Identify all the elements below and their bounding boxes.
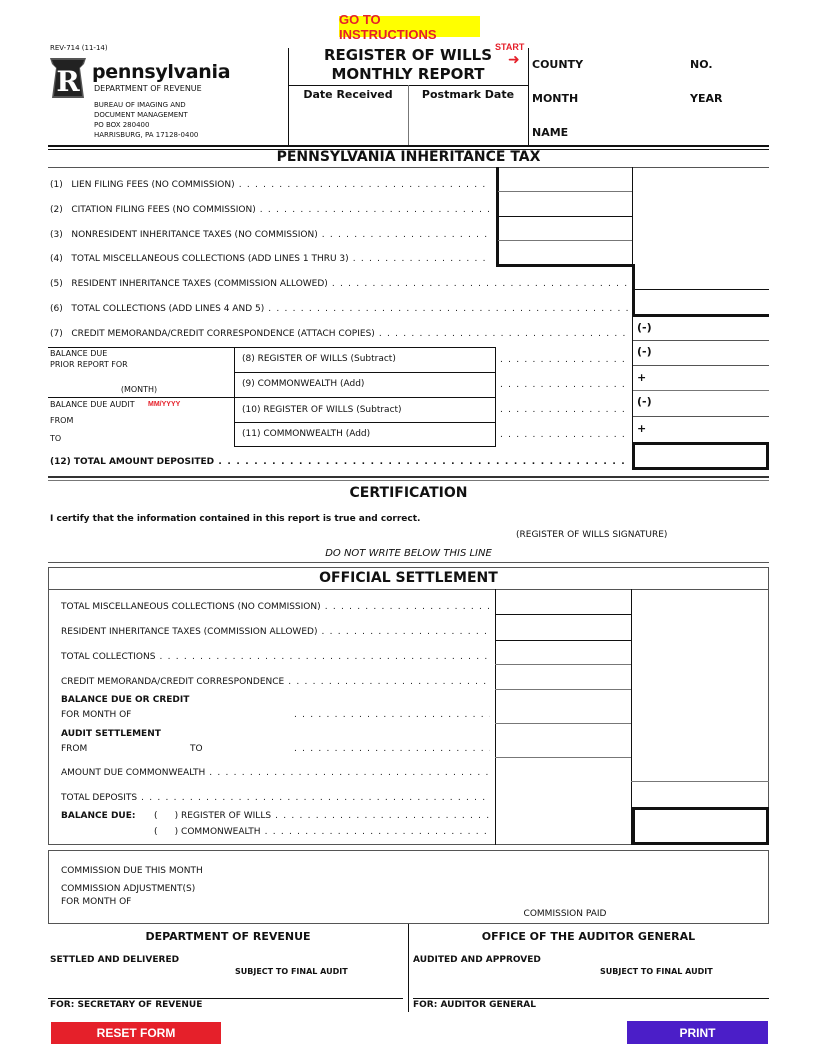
divider [631,781,769,782]
audit-settlement-leader [294,744,490,754]
year-label: YEAR [690,92,723,105]
county-input[interactable] [583,56,686,70]
divider [633,365,769,366]
divider [498,191,632,192]
mm-yyyy-hint: MM/YYYY [148,401,181,408]
month-input[interactable] [578,90,686,104]
settlement-resident-input[interactable] [499,618,627,637]
postmark-date-label: Postmark Date [421,88,515,101]
line-9-leader [500,380,630,390]
date-received-input[interactable] [292,108,404,138]
balance-due-commonwealth: ( ) COMMONWEALTH . . . [154,827,490,837]
month-label: MONTH [532,92,579,105]
line-12-amount-input[interactable] [638,446,764,466]
line-11-amount-input[interactable] [660,420,768,438]
line-11-sign: + [637,422,647,435]
svg-text:R: R [56,65,80,98]
address-line: DOCUMENT MANAGEMENT [94,111,188,119]
divider [48,998,403,999]
line-10-label: (10) REGISTER OF WILLS (Subtract) [242,405,402,415]
audited-approved-label: AUDITED AND APPROVED [413,955,541,965]
line-9-sign: + [637,371,647,384]
settlement-title: OFFICIAL SETTLEMENT [319,570,498,586]
settlement-line-total: TOTAL COLLECTIONS . . . [61,652,490,662]
divider [413,998,769,999]
county-no-input[interactable] [713,56,769,70]
settlement-line-resident: RESIDENT INHERITANCE TAXES (COMMISSION ALLOWED) . . . [61,627,490,637]
commission-paid-input[interactable] [498,892,632,907]
print-button[interactable]: PRINT [627,1021,768,1044]
divider [495,614,631,615]
for-month-of-label: FOR MONTH OF [61,710,132,720]
divider [495,757,631,758]
divider [498,216,632,217]
start-label: START [495,42,525,52]
line-5: (5) RESIDENT INHERITANCE TAXES (COMMISSION ALLOWED) . . . [50,279,630,289]
divider [48,397,234,398]
go-to-instructions-button[interactable]: GO TO INSTRUCTIONS [339,16,480,37]
divider [234,397,496,398]
line-7-sign: (-) [637,321,652,334]
keystone-logo-icon [50,58,86,98]
line-12: (12) TOTAL AMOUNT DEPOSITED . . . [50,457,630,467]
divider [528,48,529,145]
divider [495,664,631,665]
balance-due-or-credit-label: BALANCE DUE OR CREDIT [61,695,190,705]
line-8-label: (8) REGISTER OF WILLS (Subtract) [242,354,396,364]
reset-form-button[interactable]: RESET FORM [51,1022,221,1044]
commission-month-input[interactable] [280,892,416,907]
subject-audit-label-1: SUBJECT TO FINAL AUDIT [235,967,348,976]
line-10-leader [500,405,630,415]
auditor-general-title: OFFICE OF THE AUDITOR GENERAL [481,930,696,943]
divider [495,589,496,845]
audit-to-label: TO [50,434,62,443]
line-8-amount-input[interactable] [660,345,768,363]
agency-name: pennsylvania [92,61,231,83]
line-9-amount-input[interactable] [660,370,768,388]
commission-due-input[interactable] [498,862,632,877]
line-2-amount-input[interactable] [500,194,630,214]
commission-for-month-label: FOR MONTH OF [61,897,132,907]
date-received-label: Date Received [303,88,393,101]
name-label: NAME [532,126,569,139]
settlement-total-deposits-input[interactable] [635,785,765,804]
divider [48,589,769,590]
balance-due-register: ( ) REGISTER OF WILLS . . . [154,811,490,821]
commission-adjustments-label: COMMISSION ADJUSTMENT(S) [61,884,196,894]
for-auditor-label: FOR: AUDITOR GENERAL [413,1000,536,1010]
do-not-write-note: DO NOT WRITE BELOW THIS LINE [325,548,492,559]
balance-due-prior-label: BALANCE DUE [50,349,108,358]
divider [48,145,769,147]
settlement-to-label: TO [190,744,203,754]
balance-due-label: BALANCE DUE: [61,811,136,821]
line-1-amount-input[interactable] [500,170,630,190]
audit-from-input[interactable] [76,413,228,427]
title-line2: MONTHLY REPORT [331,65,485,83]
settlement-misc-input[interactable] [499,593,627,612]
agency-dept: DEPARTMENT OF REVENUE [94,84,202,93]
amount-due-commonwealth: AMOUNT DUE COMMONWEALTH . . . [61,768,490,778]
line-11-leader [500,430,630,440]
settled-delivered-input[interactable] [188,952,402,966]
certification-title: CERTIFICATION [349,485,468,501]
divider [495,723,631,724]
address-line: PO BOX 280400 [94,121,150,129]
divider [632,264,635,316]
line-1: (1) LIEN FILING FEES (NO COMMISSION) . . . [50,180,490,190]
audit-to-input[interactable] [62,431,228,445]
divider [634,289,769,290]
line-7: (7) CREDIT MEMORANDA/CREDIT CORRESPONDENCE (ATTACH COPIES) . . . [50,329,630,339]
for-month-leader [294,710,490,720]
address-line: BUREAU OF IMAGING AND [94,101,186,109]
divider [632,316,633,442]
line-11-label: (11) COMMONWEALTH (Add) [242,429,371,439]
settlement-month-input[interactable] [139,707,291,721]
line-4: (4) TOTAL MISCELLANEOUS COLLECTIONS (ADD LINES 1 THRU 3) . . . [50,254,490,264]
line-2: (2) CITATION FILING FEES (NO COMMISSION) . . . [50,205,490,215]
divider [632,314,769,317]
audit-from-label: FROM [50,416,74,425]
section-title-inheritance: PENNSYLVANIA INHERITANCE TAX [276,149,541,165]
divider [48,476,769,478]
settlement-balance-input[interactable] [499,700,627,719]
settlement-total-input[interactable] [499,643,627,662]
settlement-audit-input[interactable] [499,734,627,753]
signature-caption: (REGISTER OF WILLS SIGNATURE) [516,530,668,540]
settled-delivered-label: SETTLED AND DELIVERED [50,955,180,965]
divider [633,340,769,341]
line-6-amount-input[interactable] [638,293,766,313]
line-8-leader [500,355,630,365]
commission-due-label: COMMISSION DUE THIS MONTH [61,866,203,876]
prior-report-for-label: PRIOR REPORT FOR [50,360,128,369]
settlement-credit-input[interactable] [499,668,627,687]
settlement-from-label: FROM [61,744,88,754]
month-caption: (MONTH) [120,385,158,394]
no-label: NO. [690,58,713,71]
title-line1: REGISTER OF WILLS [323,46,492,64]
address-line: HARRISBURG, PA 17128-0400 [94,131,199,139]
form-id: REV-714 (11-14) [50,44,108,52]
line-6: (6) TOTAL COLLECTIONS (ADD LINES 4 AND 5) . . . [50,304,630,314]
settlement-balance-due-input[interactable] [638,812,764,840]
subject-audit-label-2: SUBJECT TO FINAL AUDIT [600,967,713,976]
divider [48,480,769,481]
line-10-amount-input[interactable] [660,394,768,412]
divider [498,240,632,241]
start-arrow-icon: ➜ [508,52,520,68]
line-8-sign: (-) [637,345,652,358]
postmark-date-input[interactable] [412,108,524,138]
divider [234,422,496,423]
divider [633,390,769,391]
for-secretary-label: FOR: SECRETARY OF REVENUE [50,1000,203,1010]
county-label: COUNTY [532,58,584,71]
line-4-amount-input[interactable] [500,243,630,263]
certification-statement: I certify that the information contained in this report is true and correct. [50,514,421,524]
name-input[interactable] [567,124,769,138]
settlement-line-credit: CREDIT MEMORANDA/CREDIT CORRESPONDENCE . . . [61,677,490,687]
line-9-label: (9) COMMONWEALTH (Add) [242,379,365,389]
divider [633,416,769,417]
divider [495,689,631,690]
line-5-amount-input[interactable] [638,268,766,288]
settlement-from-input[interactable] [91,741,175,755]
prior-report-month-input[interactable] [50,370,228,384]
total-deposits: TOTAL DEPOSITS . . . [61,793,490,803]
divider [48,167,769,168]
balance-due-audit-label: BALANCE DUE AUDIT [50,400,135,409]
year-input[interactable] [723,90,769,104]
line-3: (3) NONRESIDENT INHERITANCE TAXES (NO COMMISSION) . . . [50,230,490,240]
line-3-amount-input[interactable] [500,219,630,239]
register-signature-input[interactable] [441,512,769,527]
divider [495,640,631,641]
line-7-amount-input[interactable] [660,320,768,338]
audit-settlement-label: AUDIT SETTLEMENT [61,729,161,739]
divider [234,372,496,373]
audited-approved-input[interactable] [552,952,769,966]
dept-revenue-title: DEPARTMENT OF REVENUE [145,930,311,943]
settlement-to-input[interactable] [206,741,291,755]
line-10-sign: (-) [637,395,652,408]
commission-paid-label: COMMISSION PAID [523,909,607,919]
divider [48,562,769,563]
settlement-line-misc: TOTAL MISCELLANEOUS COLLECTIONS (NO COMMISSION) . . . [61,602,490,612]
